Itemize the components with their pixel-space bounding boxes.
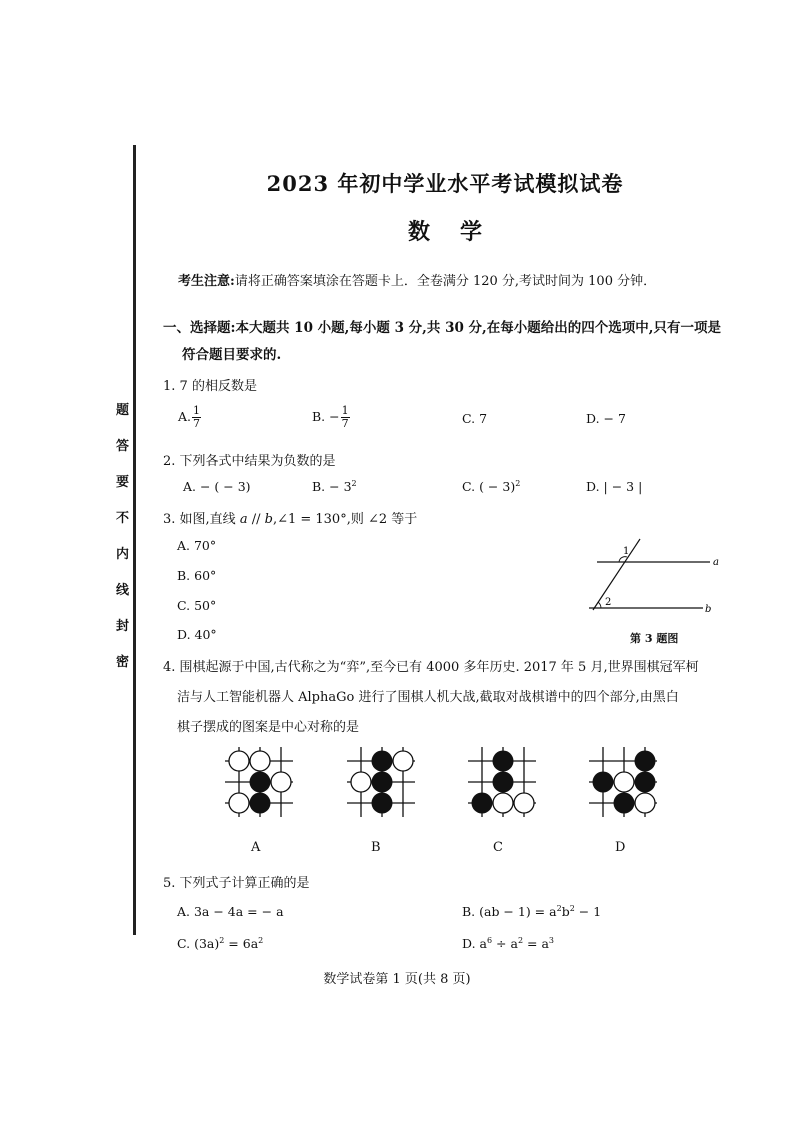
black-stone xyxy=(635,772,656,793)
section-heading: 一、选择题:本大题共 10 小题,每小题 3 分,共 30 分,在每小题给出的四个选项中,只有一项是 xyxy=(163,320,721,336)
option-text: B. − 3 xyxy=(312,479,352,495)
black-stone xyxy=(593,772,614,793)
figure-caption: 第 3 题图 xyxy=(630,632,679,645)
black-stone xyxy=(472,793,493,814)
white-stone xyxy=(229,793,249,813)
parallel-symbol: // xyxy=(247,512,265,527)
q1-option-c: C. 7 xyxy=(462,411,488,426)
black-stone xyxy=(493,751,514,772)
q3-option-a: A. 70° xyxy=(177,538,217,553)
angle-2-arc xyxy=(598,602,601,608)
exponent: 2 xyxy=(258,936,264,945)
q2-option-b xyxy=(312,479,357,494)
white-stone xyxy=(514,793,534,813)
line-a-label: a xyxy=(713,557,719,568)
question-4-line1: 4. 围棋起源于中国,古代称之为“弈”,至今已有 4000 多年历史. 2017 年 5 月,世界围棋冠军柯 xyxy=(163,660,699,675)
page-footer: 数学试卷第 1 页(共 8 页) xyxy=(323,972,471,987)
stem-text: 3. 如图,直线 xyxy=(163,512,240,527)
q5-option-a: A. 3a − 4a = − a xyxy=(177,904,284,919)
black-stone xyxy=(250,793,271,814)
q2-option-a: A. − ( − 3) xyxy=(183,479,251,494)
black-stone xyxy=(372,751,393,772)
question-4-line3: 棋子摆成的图案是中心对称的是 xyxy=(177,720,360,735)
exam-notice xyxy=(178,270,656,289)
angle-1-label: 1 xyxy=(623,546,630,557)
white-stone xyxy=(635,793,655,813)
exponent: 3 xyxy=(548,936,555,945)
option-text: C. (3a) xyxy=(177,936,220,952)
option-text: ÷ a xyxy=(492,936,518,952)
fraction-denominator: 7 xyxy=(193,417,201,430)
go-label-b: B xyxy=(371,840,381,855)
binding-char: 要 xyxy=(116,475,130,490)
binding-char: 不 xyxy=(116,511,130,526)
fraction-numerator: 1 xyxy=(341,404,349,417)
subject-title xyxy=(0,215,794,246)
exponent: 2 xyxy=(515,479,521,488)
exponent: 2 xyxy=(517,936,524,945)
stem-text: ,∠1 = 130°,则 ∠2 等于 xyxy=(272,512,418,527)
binding-char: 内 xyxy=(116,547,130,562)
q3-option-c: C. 50° xyxy=(177,598,217,613)
option-text: B. (ab − 1) = a xyxy=(462,904,557,920)
black-stone xyxy=(372,793,393,814)
q3-option-d: D. 40° xyxy=(177,627,217,642)
line-b-label: b xyxy=(705,604,712,615)
white-stone xyxy=(250,751,270,771)
fraction xyxy=(341,405,350,430)
white-stone xyxy=(351,772,371,792)
go-label-c: C xyxy=(493,840,503,855)
section-heading-cont: 符合题目要求的. xyxy=(182,347,282,363)
q1-option-d: D. − 7 xyxy=(586,411,626,426)
option-text: b xyxy=(561,904,570,920)
q5-option-c xyxy=(177,936,263,951)
binding-char: 线 xyxy=(116,583,130,598)
q1-option-a xyxy=(178,405,201,430)
exponent: 2 xyxy=(351,479,357,488)
transversal-line xyxy=(593,539,640,610)
binding-char: 答 xyxy=(116,439,130,454)
q2-option-d: D. | − 3 | xyxy=(586,479,643,494)
white-stone xyxy=(614,772,634,792)
question-2-stem: 2. 下列各式中结果为负数的是 xyxy=(163,454,336,469)
black-stone xyxy=(493,772,514,793)
parallel-lines-figure xyxy=(585,535,725,625)
question-4-line2: 洁与人工智能机器人 AlphaGo 进行了围棋人机大战,截取对战棋谱中的四个部分,由黑白 xyxy=(177,690,679,705)
black-stone xyxy=(372,772,393,793)
black-stone xyxy=(614,793,635,814)
binding-char: 封 xyxy=(116,619,130,634)
white-stone xyxy=(393,751,413,771)
go-label-d: D xyxy=(615,840,626,855)
go-pattern-d xyxy=(587,745,662,820)
question-5-stem: 5. 下列式子计算正确的是 xyxy=(163,876,310,891)
exponent: 2 xyxy=(556,904,562,913)
notice-label: 考生注意: xyxy=(178,274,235,289)
q3-option-b: B. 60° xyxy=(177,568,217,583)
angle-2-label: 2 xyxy=(605,597,612,608)
option-prefix: A. xyxy=(178,409,192,424)
exponent: 6 xyxy=(486,936,493,945)
binding-char: 题 xyxy=(116,403,130,418)
white-stone xyxy=(493,793,513,813)
notice-text: 请将正确答案填涂在答题卡上．全卷满分 120 分,考试时间为 100 分钟． xyxy=(234,274,657,289)
q5-option-d xyxy=(462,936,554,951)
var-a: a xyxy=(239,512,248,527)
option-text: − 1 xyxy=(574,904,602,920)
q1-option-b xyxy=(312,405,350,430)
q2-option-c xyxy=(462,479,520,494)
go-pattern-a xyxy=(223,745,298,820)
fraction xyxy=(192,405,201,430)
white-stone xyxy=(271,772,291,792)
white-stone xyxy=(229,751,249,771)
exponent: 2 xyxy=(219,936,225,945)
question-1-stem: 1. 7 的相反数是 xyxy=(163,379,257,394)
exponent: 2 xyxy=(569,904,575,913)
option-text: = 6a xyxy=(224,936,259,952)
q5-option-b xyxy=(462,904,601,919)
option-prefix: B. − xyxy=(312,409,340,424)
var-b: b xyxy=(264,512,273,527)
option-text: = a xyxy=(523,936,549,952)
go-pattern-c xyxy=(466,745,541,820)
option-text: C. ( − 3) xyxy=(462,479,516,495)
exam-title: 2023 年初中学业水平考试模拟试卷 xyxy=(266,171,624,196)
black-stone xyxy=(250,772,271,793)
go-pattern-b xyxy=(345,745,420,820)
binding-char: 密 xyxy=(116,655,130,670)
black-stone xyxy=(635,751,656,772)
fraction-numerator: 1 xyxy=(193,404,201,417)
go-label-a: A xyxy=(251,840,261,855)
question-3-stem xyxy=(163,508,417,527)
fraction-denominator: 7 xyxy=(341,417,349,430)
subject-char: 学 xyxy=(460,219,483,245)
option-text: D. a xyxy=(462,936,487,952)
subject-char: 数 xyxy=(407,219,430,245)
binding-line xyxy=(133,145,136,935)
